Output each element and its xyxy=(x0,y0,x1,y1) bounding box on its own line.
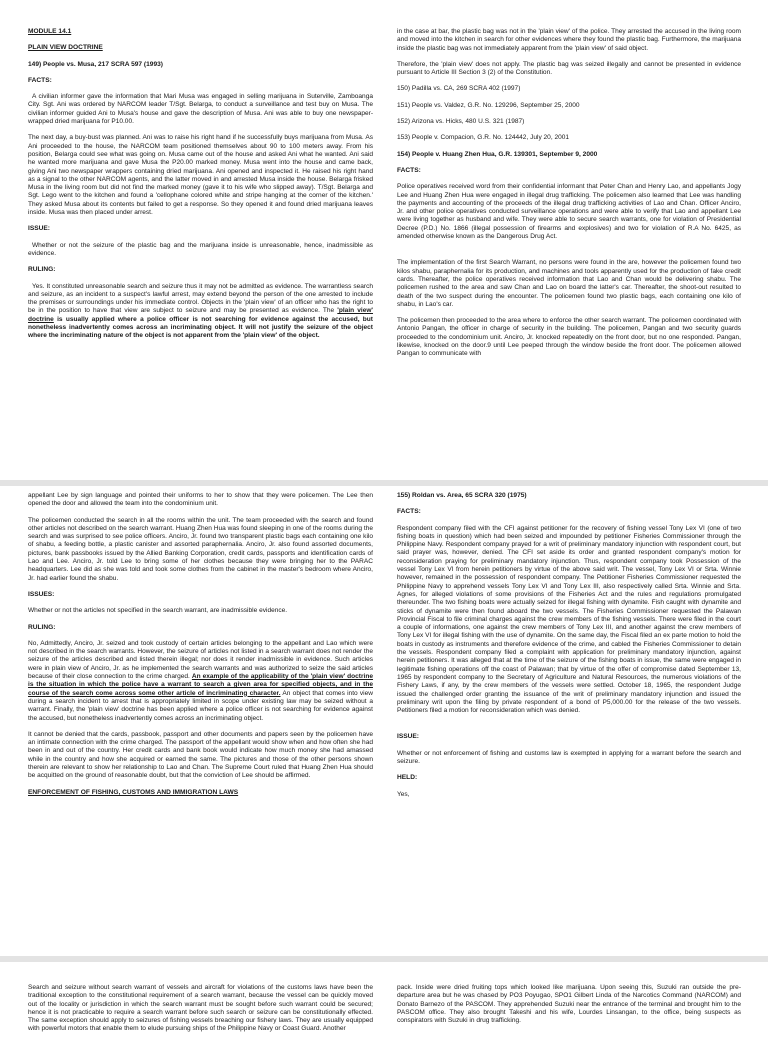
case-149-heading: 149) People vs. Musa, 217 SCRA 597 (1993) xyxy=(28,60,163,68)
continued-paragraph: appellant Lee by sign language and pointed their uniforms to her to show that they were policemen. The Lee then opened the door and allowed the team into the condominium unit. xyxy=(28,492,373,508)
case-151-heading: 151) People vs. Valdez, G.R. No. 129296, September 25, 2000 xyxy=(397,101,580,109)
document-page-3 xyxy=(0,962,768,1033)
facts-paragraph: Respondent company filed with the CFI against petitioner for the recovery of fishing vessel Tony Lex VI (one of two fishing boats in question) which had been seized and impounded by petitioner Fisheries Commissioner through the Philippine Navy. Respondent company prayed for a writ of preliminary mandatory injunction with respondent court, but said prayer was, however, denied. The CFI set aside its order and granted respondent company's motion for reconsideration praying for preliminary mandatory injunction. Thus, respondent company took Possession of the vessel Tony Lex VI from herein petitioners by virtue of the above said writ. The vessel, Tony Lex VI or Srta. Winnie however, remained in the possession of respondent company. The Petitioner Fisheries Commissioner requested the Philippine Navy to apprehend vessels Tony Lex VI and Tony Lex III, also respectively called Srta. Winnie and Srta. Agnes, for alleged violations of some provisions of the Fisheries Act and the rules and regulations promulgated thereunder. The two fishing boats were actually seized for illegal fishing with dynamite. Fish caught with dynamite and sticks of dynamite were then found aboard the two vessels. The Fisheries Commissioner requested the Palawan Provincial Fiscal to file criminal charges against the crew members of the fishing vessels. There were filed in the court a couple of informations, one against the crew members of Tony Lex III, and another against the crew members of Tony Lex VI for illegal fishing with the use of dynamite. On the same day, the Fiscal filed an ex parte motion to hold the boats in custody as instruments and therefore evidence of the crime, and cabled the Fisheries Commissioner to detain the vessels. Respondent company filed a complaint with application for preliminary mandatory injunction, against herein petitioners. It was alleged that at the time of the seizure of the fishing boats in issue, the same were engaged in legitimate fishing operations off the coast of Palawan; that by virtue of the offer of compromise dated September 13, 1965 by respondent company to the Secretary of Agriculture and Natural Resources, the numerous violations of the Fishery Laws, if any, by the crew members of the vessels were settled. October 18, 1965, the respondent Judge issued the challenged order granting the issuance of the writ of preliminary mandatory injunction and issued the preliminary writ upon the filing by private respondent of a bond of P5,000.00 for the release of the two vessels. Petitioners filed a motion for reconsideration which was denied. xyxy=(397,524,741,715)
issue-text: Whether or not the seizure of the plastic bag and the marijuana inside is unreasonable, hence, inadmissible as evidence. xyxy=(28,241,373,257)
facts-paragraph: Police operatives received word from their confidential informant that Peter Chan and Henry Lao, and appellants Jogy Lee and Huang Zhen Hua were engaged in illegal drug trafficking. The policemen also learned that Lee was handling the payments and accounting of the proceeds of the illegal drug trafficking activities of Lao and Chan. Officer Anciro, Jr. and other police operatives conducted surveillance operations and were able to verify that Lao and appellant Lee were living together as husband and wife. They were able to secure search warrants, one for violation of Presidential Decree (P.D.) No. 1866 (illegal possession of firearms and explosives) and two for violation of R.A No. 6425, as amended otherwise known as the Dangerous Drug Act. xyxy=(397,183,741,241)
ruling-text: An object that comes into view during a search incident to arrest that is appropriately limited in scope under existing law may be seized without a warrant. Finally, the 'plain view' doctrine has been applied where a police officer is not searching for evidence against the accused, but nonetheless inadvertently comes across an incriminating object. xyxy=(28,689,374,722)
body-paragraph: pack. Inside were dried fruiting tops which looked like marijuana. Upon seeing this, Suzuki ran outside the pre-departure area but he was chased by PO3 Poyugao, SPO1 Gilbert Linda of the Narcotics Command (NARCOM) and Donato Barnezo of the PASCOM. They apprehended Suzuki near the entrance of the terminal and brought him to the PASCOM office. They also brought Takeshi and his wife, Lourdes Linsangan, to the office, being suspects as conspirators with Suzuki in drug trafficking. xyxy=(397,984,741,1025)
facts-paragraph: The implementation of the first Search Warrant, no persons were found in the are, however the policemen found two kilos shabu, paraphernalia for its production, and machines and tools apparently used for the production of fake credit cards. Thereafter, the police operatives received information that Lao and Chan would be delivering shabu. The policemen rushed to the area and saw Chan and Lao on board the latter's car. Thereafter, the shoot-out resulted to death of the two suspect during the encounter. The policemen found two plastic bags, each containing one kilo of shabu, in Lao's car. xyxy=(397,259,741,308)
section-heading: ENFORCEMENT OF FISHING, CUSTOMS AND IMMIGRATION LAWS xyxy=(28,788,239,796)
page1-right-column xyxy=(397,28,741,367)
case-155-heading: 155) Roldan vs. Area, 65 SCRA 320 (1975) xyxy=(397,492,527,499)
document-page-2 xyxy=(0,486,768,956)
ruling-emphasis: An example of the applicability of the 'plain view' doctrine is the situation in which the police have a warrant to search a given area for specified objects, and in the course of the search come across some other article of incriminating character. xyxy=(28,673,373,697)
ruling-text: No, Admittedly, Anciro, Jr. seized and took custody of certain articles belonging to the appellant and Lao which were not described in the search warrants. However, the seizure of articles not listed in a search warrant does not render the seizure of the articles described and listed therein illegal; nor does it render inadmissible in evidence. Such articles were in plain view of Anciro, Jr. as he implemented the search warrants and was authorized to seize the said articles because of their close connection to the crime charged. xyxy=(28,639,373,681)
ruling-bold-text: is usually applied where a police officer is not searching for evidence against the accused, but nonetheless inadvertently comes across an incriminating object. It will not justify the seizure of the object where the incriminating nature of the object is not apparent from the 'plain view' of the object. xyxy=(28,315,373,340)
facts-paragraph: The next day, a buy-bust was planned. Ani was to raise his right hand if he successfully buys marijuana from Musa. As Ani proceeded to the house, the NARCOM team positioned themselves about 90 to 100 meters away. From his position, Belarga could see what was going on. Musa came out of the house and asked Ani what he wanted. Ani said he wanted more marijuana and gave Musa the P20.00 marked money. Musa went into the house and came back, giving Ani two newspaper wrappers containing dried marijuana. Ani opened and inspected it. He raised his right hand as a signal to the other NARCOM agents, and the latter moved in and arrested Musa inside the house. Belarga frisked Musa in the living room but did not find the marked money (gave it to his wife who slipped away). T/Sgt. Belarga and Sgt. Lego went to the kitchen and found a 'cellophane colored white and stripe hanging at the corner of the kitchen.' They asked Musa about its contents but failed to get a response. So they opened it and found dried marijuana leaves inside. Musa was then placed under arrest. xyxy=(28,134,373,217)
page3-left-column xyxy=(28,984,373,1042)
doctrine-heading: PLAIN VIEW DOCTRINE xyxy=(28,44,103,52)
document-page-1 xyxy=(0,0,768,480)
case-153-heading: 153) People v. Compacion, G.R. No. 124442, July 20, 2001 xyxy=(397,134,570,142)
held-label: HELD: xyxy=(397,774,418,782)
ruling-emphasis: 'plain view' doctrine xyxy=(28,307,373,323)
facts-label: FACTS: xyxy=(28,76,52,84)
case-154-heading: 154) People v. Huang Zhen Hua, G.R. 139301, September 9, 2000 xyxy=(397,150,598,158)
page2-left-column xyxy=(28,492,373,805)
ruling-paragraph xyxy=(28,283,373,341)
page2-right-column xyxy=(397,492,741,807)
facts-paragraph: A civilian informer gave the information that Mari Musa was engaged in selling marijuana in Suterville, Zamboanga City. Sgt. Ani was ordered by NARCOM leader T/Sgt. Belarga, to conduct a surveillance and test buy on Musa. The civilian informer guided Ani to Musa's house and gave the description of Musa. Ani was able to buy one newspaper-wrapped dried marijuana for P10.00. xyxy=(28,93,373,126)
ruling-label: RULING: xyxy=(28,623,56,631)
page1-left-column xyxy=(28,28,373,349)
body-paragraph: Search and seizure without search warrant of vessels and aircraft for violations of the customs laws have been the traditional exception to the constitutional requirement of a search warrant, because the vessel can be quickly moved out of the locality or jurisdiction in which the search warrant must be sought before such warrant could be secured; hence it is not practicable to require a search warrant before such search or seizure can be constitutionally effected. The same exception should apply to seizures of fishing vessels breaching our fishery laws. They are usually equipped with powerful motors that enable them to elude pursuing ships of the Philippine Navy or Coast Guard. Another xyxy=(28,984,373,1033)
ruling-text: Yes. It constituted unreasonable search and seizure thus it may not be admitted as evidence. The warrantless search and seizure, as an incident to a suspect's lawful arrest, may extend beyond the person of the one arrested to include the premises or surroundings under his immediate control. Objects in the 'plain view' of an officer who has the right to be in the position to have that view are subject to seizure and may be presented as evidence. The xyxy=(28,282,373,315)
case-152-heading: 152) Arizona vs. Hicks, 480 U.S. 321 (1987) xyxy=(397,118,525,126)
ruling-label: RULING: xyxy=(28,266,56,274)
issue-text: Whether or not enforcement of fishing and customs law is exempted in applying for a warrant before the search and seizure. xyxy=(397,749,741,766)
facts-label: FACTS: xyxy=(397,166,421,174)
spacer xyxy=(397,249,741,259)
ruling-paragraph: It cannot be denied that the cards, passbook, passport and other documents and papers seen by the policemen have an intimate connection with the crime charged. The passport of the appellant would show when and how often she had been in and out of the country. Her credit cards and bank book would indicate how much money she had amassed while in the country and how she acquired or earned the same. The pictures and those of the other persons shown therein are relevant to show her relationship to Lao and Chan. The Supreme Court ruled that Huang Zhen Hua should be acquitted on the ground of reasonable doubt, but that the conviction of Lee should be affirmed. xyxy=(28,730,373,780)
continued-paragraph: in the case at bar, the plastic bag was not in the 'plain view' of the police. They arrested the accused in the living room and moved into the kitchen in search for other evidences where they found the plastic bag. Furthermore, the marijuana inside the plastic bag was not immediately apparent from the 'plain view' of said object. xyxy=(397,28,741,52)
page3-right-column xyxy=(397,984,741,1033)
held-text: Yes, xyxy=(397,790,410,798)
facts-label: FACTS: xyxy=(397,508,421,516)
ruling-paragraph xyxy=(28,640,373,723)
issue-label: ISSUE: xyxy=(397,733,419,741)
issue-label: ISSUE: xyxy=(28,225,50,233)
facts-paragraph: The policemen conducted the search in all the rooms within the unit. The team proceeded with the search and found other articles not described on the search warrant. Huang Zhen Hua was found sleeping in one of the rooms during the search and was surprised to see police officers. Anciro, Jr. found two transparent plastic bags each containing one kilo of shabu, a feeding bottle, a plastic canister and assorted paraphernalia. Anciro, Jr. also found assorted documents, pictures, bank passbooks issued by the Allied Banking Corporation, credit cards, passports and identification cards of Lao and Lee. Anciro, Jr. told Lee to bring some of her clothes because they were bringing her to the PARAC headquarters. Lee did as she was told and took some clothes from the cabinet in the master's bedroom where Anciro, Jr. had earlier found the shabu. xyxy=(28,516,373,582)
continued-paragraph: Therefore, the 'plain view' does not apply. The plastic bag was seized illegally and cannot be presented in evidence pursuant to Article III Section 3 (2) of the Constitution. xyxy=(397,60,741,77)
spacer xyxy=(397,723,741,733)
module-heading: MODULE 14.1 xyxy=(28,28,72,35)
issues-label: ISSUES: xyxy=(28,590,55,598)
issues-text: Whether or not the articles not specified in the search warrant, are inadmissible evidence. xyxy=(28,607,288,615)
facts-paragraph: The policemen then proceeded to the area where to enforce the other search warrant. The policemen coordinated with Antonio Pangan, the officer in charge of security in the building. The policemen, Pangan and two security guards proceeded to the condominium unit. Anciro, Jr. knocked repeatedly on the front door, but no one responded. Pangan, likewise, knocked on the door.9 until Lee peeped through the window beside the front door. The policemen allowed Pangan to communicate with xyxy=(397,317,741,358)
case-150-heading: 150) Padilla vs. CA, 269 SCRA 402 (1997) xyxy=(397,85,521,93)
